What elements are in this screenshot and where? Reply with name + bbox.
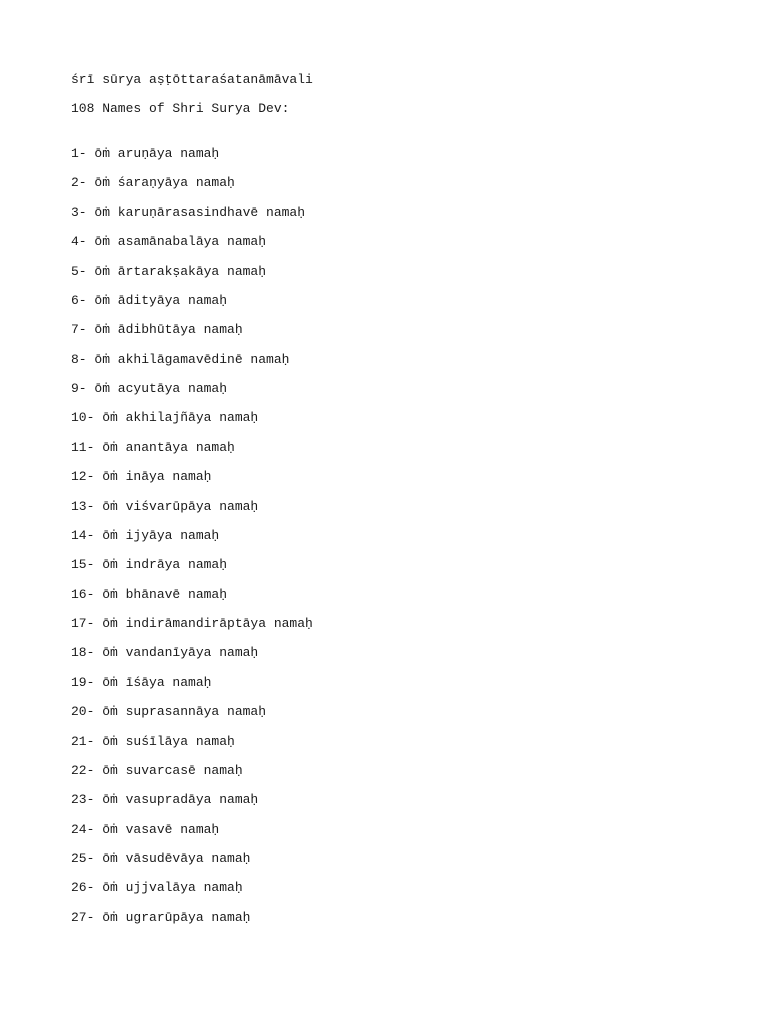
list-item: 27- ōṁ ugrarūpāya namaḥ (71, 909, 251, 925)
list-item: 12- ōṁ ināya namaḥ (71, 469, 212, 485)
list-item: 11- ōṁ anantāya namaḥ (71, 439, 235, 455)
document-page (71, 70, 313, 937)
list-item: 5- ōṁ ārtarakṣakāya namaḥ (71, 263, 267, 279)
list-item: 3- ōṁ karuṇārasasindhavē namaḥ (71, 204, 306, 220)
list-item: 10- ōṁ akhilajñāya namaḥ (71, 410, 259, 426)
list-item: 14- ōṁ ijyāya namaḥ (71, 527, 220, 543)
list-item: 1- ōṁ aruṇāya namaḥ (71, 146, 220, 161)
list-item: 17- ōṁ indirāmandirāptāya namaḥ (71, 616, 313, 631)
list-item: 22- ōṁ suvarcasē namaḥ (71, 762, 243, 778)
document-title: śrī sūrya aṣṭōttaraśatanāmāvali (71, 72, 313, 87)
names-list (71, 144, 313, 927)
list-item: 9- ōṁ acyutāya namaḥ (71, 381, 228, 396)
list-item: 21- ōṁ suśīlāya namaḥ (71, 733, 235, 749)
list-item: 19- ōṁ īśāya namaḥ (71, 674, 212, 690)
list-item: 23- ōṁ vasupradāya namaḥ (71, 792, 259, 808)
list-item: 24- ōṁ vasavē namaḥ (71, 821, 220, 837)
list-item: 2- ōṁ śaraṇyāya namaḥ (71, 175, 235, 191)
list-item: 16- ōṁ bhānavē namaḥ (71, 586, 228, 602)
list-item: 13- ōṁ viśvarūpāya namaḥ (71, 498, 259, 514)
list-item: 26- ōṁ ujjvalāya namaḥ (71, 880, 243, 896)
list-item: 7- ōṁ ādibhūtāya namaḥ (71, 322, 243, 338)
list-item: 15- ōṁ indrāya namaḥ (71, 557, 228, 573)
list-item: 6- ōṁ ādityāya namaḥ (71, 292, 228, 308)
list-item: 20- ōṁ suprasannāya namaḥ (71, 704, 267, 720)
list-item: 8- ōṁ akhilāgamavēdinē namaḥ (71, 351, 290, 367)
list-item: 18- ōṁ vandanīyāya namaḥ (71, 645, 259, 661)
list-item: 4- ōṁ asamānabalāya namaḥ (71, 234, 267, 250)
list-item: 25- ōṁ vāsudēvāya namaḥ (71, 851, 251, 866)
document-subtitle: 108 Names of Shri Surya Dev: (71, 101, 290, 116)
